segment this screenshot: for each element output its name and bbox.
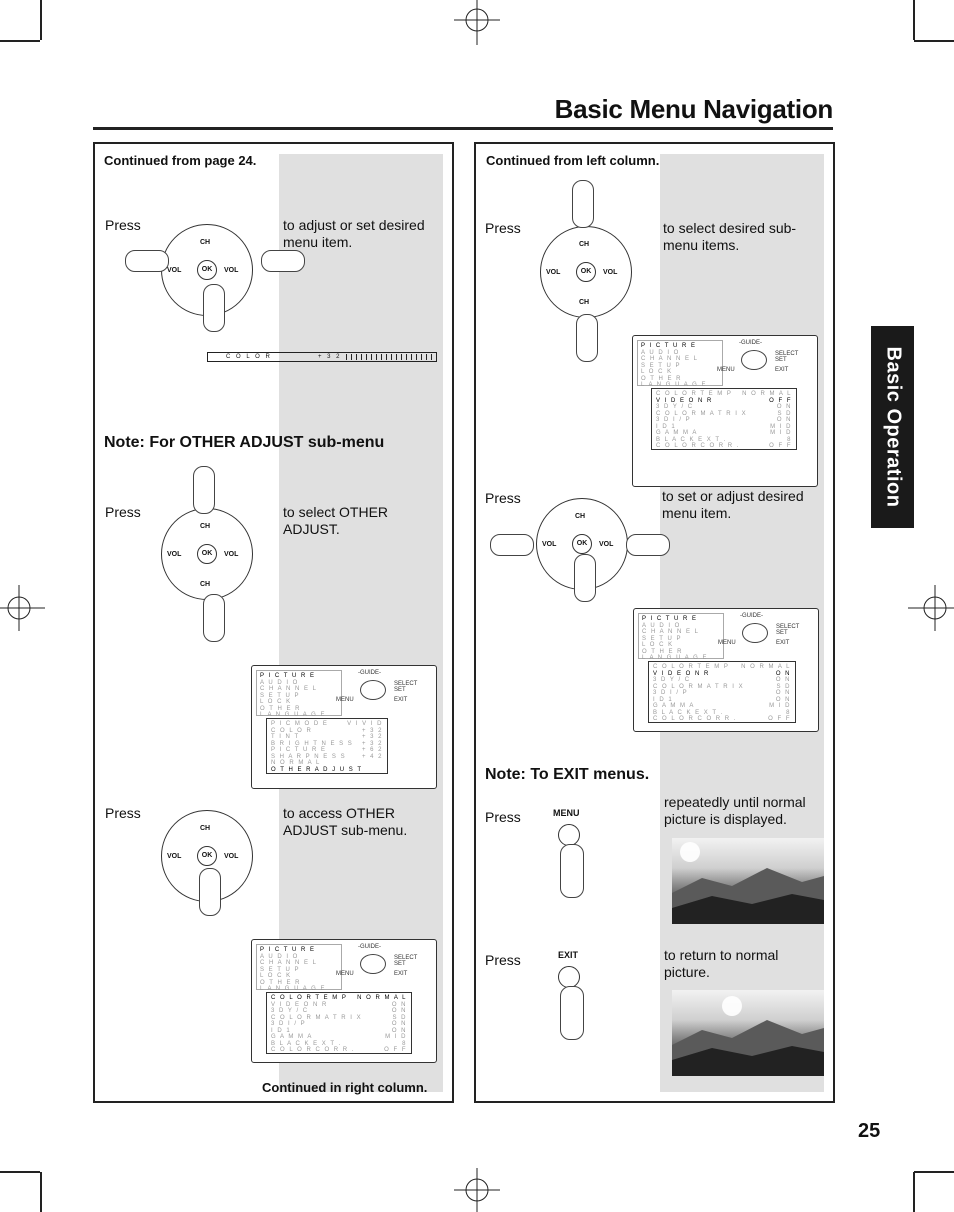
menu-item: A U D I O xyxy=(642,622,681,629)
menu-item: P I C T U R E xyxy=(260,673,316,679)
ch-label: CH xyxy=(579,241,590,248)
osd-row-label: C O L O R M A T R I X xyxy=(653,683,745,690)
osd-row-label: T I N T xyxy=(271,734,300,740)
osd-row-label: S H A R P N E S S xyxy=(271,753,347,760)
menu-item: S E T U P xyxy=(641,362,681,369)
finger-up-icon xyxy=(572,180,594,228)
press-label: Press xyxy=(485,952,521,968)
osd-row-value: O F F xyxy=(768,716,791,722)
finger-right-icon xyxy=(626,534,670,556)
osd-row-value: O F F xyxy=(769,443,792,449)
page-title: Basic Menu Navigation xyxy=(554,94,833,124)
osd-row-label: 3 D I / P xyxy=(271,1021,307,1027)
registration-mark xyxy=(0,583,46,633)
osd-list xyxy=(266,992,412,1054)
osd-guide: -GUIDE- xyxy=(358,670,381,676)
side-tab-label: Basic Operation xyxy=(882,346,904,508)
osd-row-label: G A M M A xyxy=(653,703,695,709)
crop-mark xyxy=(914,40,954,42)
menu-item: P I C T U R E xyxy=(642,616,698,622)
vol-left-label: VOL xyxy=(167,267,182,274)
menu-item: L O C K xyxy=(641,369,673,375)
remote-dial xyxy=(540,226,632,318)
menu-item: L A N G U A G E xyxy=(641,382,707,388)
osd-set: SET xyxy=(775,357,787,363)
menu-item: L O C K xyxy=(260,973,292,979)
osd-main-menu xyxy=(638,613,724,659)
osd-menu: MENU xyxy=(718,640,736,646)
osd-exit: EXIT xyxy=(775,367,789,373)
menu-item: S E T U P xyxy=(260,966,300,973)
osd-row-value: S D xyxy=(392,1014,407,1021)
vol-left-label: VOL xyxy=(167,551,182,558)
menu-item: C H A N N E L xyxy=(641,356,699,362)
finger-icon xyxy=(574,554,596,602)
tv-picture-image xyxy=(672,838,824,924)
osd-exit: EXIT xyxy=(394,971,408,977)
menu-item: C H A N N E L xyxy=(642,629,700,635)
osd-row-value: M I D xyxy=(770,423,792,430)
registration-mark xyxy=(452,0,502,46)
ch-label: CH xyxy=(200,825,211,832)
press-label: Press xyxy=(485,220,521,236)
osd-row-value: + 3 2 xyxy=(361,734,383,740)
step-description: to set or adjust desired menu item. xyxy=(662,488,804,521)
note-exit-menus: Note: To EXIT menus. xyxy=(485,766,650,783)
menu-item: A U D I O xyxy=(260,953,299,960)
osd-row-value: O N xyxy=(391,1008,407,1014)
menu-item: O T H E R xyxy=(642,648,683,655)
ch-label: CH xyxy=(579,299,590,306)
osd-row-value: S D xyxy=(776,683,791,690)
registration-mark xyxy=(452,1168,502,1212)
ok-button[interactable]: OK xyxy=(197,846,217,866)
finger-right-icon xyxy=(261,250,305,272)
finger-icon xyxy=(560,844,584,898)
osd-guide: -GUIDE- xyxy=(739,340,762,346)
dpad-icon xyxy=(360,954,386,974)
osd-row-label: O T H E R A D J U S T xyxy=(271,766,363,773)
osd-row-label: 3 D Y / C xyxy=(271,1008,309,1014)
remote-dial xyxy=(161,508,253,600)
ok-button[interactable]: OK xyxy=(576,262,596,282)
menu-item: P I C T U R E xyxy=(260,947,316,953)
osd-video-nr-on-menu xyxy=(633,608,819,732)
color-bar-value: + 3 2 xyxy=(318,354,342,360)
menu-item: O T H E R xyxy=(260,705,301,712)
osd-video-nr-menu xyxy=(632,335,818,487)
step-description: to access OTHER ADJUST sub-menu. xyxy=(283,805,408,838)
osd-row-label: C O L O R T E M P xyxy=(653,664,730,670)
osd-row-label: C O L O R C O R R . xyxy=(656,443,740,449)
osd-select: SELECT xyxy=(776,624,800,630)
osd-row-label: 3 D I / P xyxy=(653,690,689,696)
menu-item: L O C K xyxy=(642,642,674,648)
osd-set: SET xyxy=(394,687,406,693)
osd-exit: EXIT xyxy=(394,697,408,703)
menu-item: O T H E R xyxy=(641,375,682,382)
menu-item: A U D I O xyxy=(260,679,299,686)
ok-button[interactable]: OK xyxy=(572,534,592,554)
osd-row-label: C O L O R M A T R I X xyxy=(271,1014,363,1021)
right-column xyxy=(474,142,835,1103)
finger-up-icon xyxy=(193,466,215,514)
osd-row-label: 3 D I / P xyxy=(656,417,692,423)
osd-row-value: + 3 2 xyxy=(361,740,383,747)
menu-item: L A N G U A G E xyxy=(642,655,708,661)
color-bar-label: C O L O R xyxy=(226,354,272,360)
osd-row-value: O F F xyxy=(384,1047,407,1053)
menu-item: L A N G U A G E xyxy=(260,712,326,718)
vol-right-label: VOL xyxy=(224,267,239,274)
menu-item: L O C K xyxy=(260,699,292,705)
ch-label: CH xyxy=(200,581,211,588)
osd-main-menu xyxy=(256,670,342,716)
finger-down-icon xyxy=(203,594,225,642)
osd-row-value: 8 xyxy=(786,709,791,716)
osd-row-label: N O R M A L xyxy=(271,760,321,766)
vol-right-label: VOL xyxy=(603,269,618,276)
osd-row-label: B L A C K E X T . xyxy=(653,709,724,716)
osd-row-label: B L A C K E X T . xyxy=(656,436,727,443)
osd-row-label: V I D E O N R xyxy=(653,670,710,677)
finger-icon xyxy=(203,284,225,332)
press-label: Press xyxy=(485,490,521,506)
left-column-header: Continued from page 24. xyxy=(104,153,257,168)
osd-list xyxy=(651,388,797,450)
osd-row-value: O N xyxy=(775,677,791,683)
press-label: Press xyxy=(105,805,141,821)
press-label: Press xyxy=(105,504,141,520)
step-description: to select OTHER ADJUST. xyxy=(283,504,389,537)
ok-button[interactable]: OK xyxy=(197,544,217,564)
osd-row-value: O N xyxy=(391,1001,407,1008)
osd-other-adjust-menu xyxy=(251,939,437,1063)
osd-list xyxy=(648,661,796,723)
left-column-footer: Continued in right column. xyxy=(262,1080,428,1095)
press-label: Press xyxy=(105,217,141,233)
menu-item: C H A N N E L xyxy=(260,686,318,692)
osd-row-value: O N xyxy=(775,690,791,696)
osd-row-label: G A M M A xyxy=(656,430,698,436)
finger-left-icon xyxy=(490,534,534,556)
osd-row-value: O N xyxy=(391,1021,407,1027)
osd-main-menu xyxy=(256,944,342,990)
crop-mark xyxy=(913,1172,915,1212)
osd-select: SELECT xyxy=(394,955,418,961)
mountain-landscape-icon xyxy=(672,838,824,924)
osd-row-label: 3 D Y / C xyxy=(653,677,691,683)
vol-right-label: VOL xyxy=(599,541,614,548)
osd-row-label: B R I G H T N E S S xyxy=(271,740,354,747)
step-description: to return to normal picture. xyxy=(664,947,779,980)
osd-row-value: M I D xyxy=(770,430,792,436)
osd-row-value: O N xyxy=(775,696,791,703)
osd-row-value: O N xyxy=(776,417,792,423)
press-label: Press xyxy=(485,809,521,825)
vol-right-label: VOL xyxy=(224,551,239,558)
osd-row-label: C O L O R M A T R I X xyxy=(656,410,748,417)
osd-row-label: C O L O R xyxy=(271,727,313,734)
finger-icon xyxy=(560,986,584,1040)
menu-item: P I C T U R E xyxy=(641,343,697,349)
step-description: to adjust or set desired menu item. xyxy=(283,217,425,250)
osd-row-value: O N xyxy=(776,404,792,410)
crop-mark xyxy=(0,1171,40,1173)
dpad-icon xyxy=(742,623,768,643)
exit-button[interactable] xyxy=(558,966,580,988)
color-adjust-bar xyxy=(207,352,437,362)
vol-left-label: VOL xyxy=(542,541,557,548)
osd-row-label: I D 1 xyxy=(653,696,674,703)
step-description: repeatedly until normal picture is displayed. xyxy=(664,794,806,827)
finger-left-icon xyxy=(125,250,169,272)
ch-label: CH xyxy=(200,239,211,246)
ok-button[interactable]: OK xyxy=(197,260,217,280)
osd-row-value: N O R M A L xyxy=(741,664,791,670)
crop-mark xyxy=(40,1172,42,1212)
crop-mark xyxy=(0,40,40,42)
osd-exit: EXIT xyxy=(776,640,790,646)
osd-row-label: G A M M A xyxy=(271,1034,313,1040)
menu-item: C H A N N E L xyxy=(260,960,318,966)
osd-row-label: C O L O R T E M P xyxy=(271,995,348,1001)
note-other-adjust: Note: For OTHER ADJUST sub-menu xyxy=(104,434,385,451)
menu-item: S E T U P xyxy=(260,692,300,699)
ch-label: CH xyxy=(200,523,211,530)
osd-row-value: + 6 2 xyxy=(361,747,383,753)
menu-item: L A N G U A G E xyxy=(260,986,326,992)
osd-set: SET xyxy=(394,961,406,967)
osd-row-value: M I D xyxy=(385,1034,407,1040)
osd-menu: MENU xyxy=(336,971,354,977)
tv-picture-image xyxy=(672,990,824,1076)
vol-left-label: VOL xyxy=(167,853,182,860)
registration-mark xyxy=(908,583,954,633)
vol-left-label: VOL xyxy=(546,269,561,276)
osd-row-label: C O L O R T E M P xyxy=(656,391,733,397)
osd-select: SELECT xyxy=(394,681,418,687)
title-rule xyxy=(93,127,833,130)
osd-row-label: V I D E O N R xyxy=(656,397,713,404)
osd-row-value: V I V I D xyxy=(347,721,383,727)
menu-item: O T H E R xyxy=(260,979,301,986)
osd-row-value: + 4 2 xyxy=(361,753,383,760)
finger-down-icon xyxy=(576,314,598,362)
menu-item: A U D I O xyxy=(641,349,680,356)
finger-icon xyxy=(199,868,221,916)
osd-row-label: I D 1 xyxy=(656,423,677,430)
mountain-landscape-icon xyxy=(672,990,824,1076)
left-column xyxy=(93,142,454,1103)
osd-row-value: 8 xyxy=(787,436,792,443)
osd-row-value: 8 xyxy=(402,1040,407,1047)
osd-row-value: M I D xyxy=(769,703,791,709)
color-bar-ticks xyxy=(346,354,434,360)
crop-mark xyxy=(40,0,42,40)
osd-row-label: I D 1 xyxy=(271,1027,292,1034)
osd-row-value: + 3 2 xyxy=(361,727,383,734)
dpad-icon xyxy=(360,680,386,700)
right-column-header: Continued from left column. xyxy=(486,153,660,168)
osd-row-label: C O L O R C O R R . xyxy=(653,716,737,722)
osd-list xyxy=(266,718,388,774)
osd-row-label: C O L O R C O R R . xyxy=(271,1047,355,1053)
osd-menu: MENU xyxy=(717,367,735,373)
osd-set: SET xyxy=(776,630,788,636)
osd-row-value: N O R M A L xyxy=(742,391,792,397)
crop-mark xyxy=(914,1171,954,1173)
menu-button-label: MENU xyxy=(553,808,580,818)
side-tab xyxy=(871,326,914,528)
osd-row-label: P I C T U R E xyxy=(271,747,327,753)
osd-guide: -GUIDE- xyxy=(740,613,763,619)
osd-row-label: B L A C K E X T . xyxy=(271,1040,342,1047)
osd-row-value: O N xyxy=(775,670,791,677)
osd-row-label: 3 D Y / C xyxy=(656,404,694,410)
osd-row-label: V I D E O N R xyxy=(271,1001,328,1008)
step-description: to select desired sub-menu items. xyxy=(663,220,797,253)
osd-select: SELECT xyxy=(775,351,799,357)
osd-main-menu xyxy=(637,340,723,386)
ch-label: CH xyxy=(575,513,586,520)
page-number: 25 xyxy=(858,1120,881,1142)
crop-mark xyxy=(913,0,915,40)
osd-row-value: O F F xyxy=(769,397,792,404)
osd-row-label: P I C M O D E xyxy=(271,721,329,727)
osd-picture-menu xyxy=(251,665,437,789)
exit-button-label: EXIT xyxy=(558,950,579,960)
menu-button[interactable] xyxy=(558,824,580,846)
dpad-icon xyxy=(741,350,767,370)
vol-right-label: VOL xyxy=(224,853,239,860)
osd-row-value: N O R M A L xyxy=(357,995,407,1001)
osd-row-value: S D xyxy=(777,410,792,417)
osd-guide: -GUIDE- xyxy=(358,944,381,950)
osd-menu: MENU xyxy=(336,697,354,703)
osd-row-value: O N xyxy=(391,1027,407,1034)
menu-item: S E T U P xyxy=(642,635,682,642)
